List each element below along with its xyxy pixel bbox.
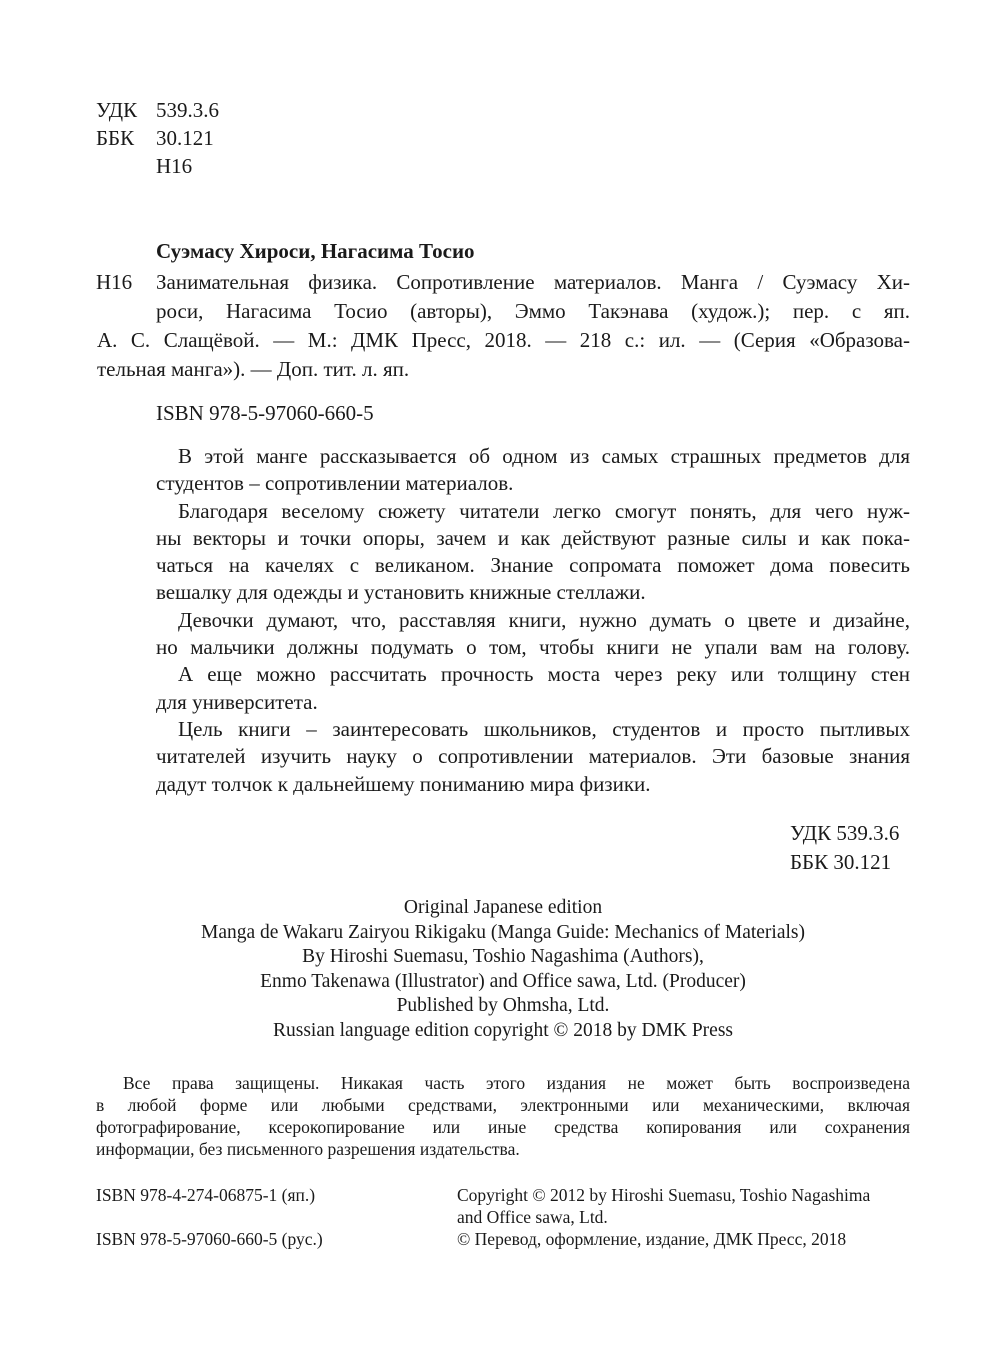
bbk-code xyxy=(96,124,214,153)
authors-heading: Суэмасу Хироси, Нагасима Тосио xyxy=(156,239,475,263)
isbn-jp: ISBN 978-4-274-06875-1 (яп.) xyxy=(96,1185,316,1205)
bbk-value: 30.121 xyxy=(156,126,214,150)
udk-right: УДК 539.3.6 xyxy=(790,821,900,845)
copyright-block xyxy=(457,1184,910,1250)
index-code: Н16 xyxy=(96,270,133,294)
translation-copyright: © Перевод, оформление, издание, ДМК Пресс, 2018 xyxy=(457,1229,847,1249)
abstract-line: Девочки думают, что, расставляя книги, нужно думать о цвете и дизайне, xyxy=(178,607,910,632)
abstract-line: но мальчики должны подумать о том, чтобы книги не упали вам на голову. xyxy=(156,635,910,660)
bib-line: Занимательная физика. Сопротивление материалов. Манга / Суэмасу Хи- xyxy=(156,270,910,294)
bib-line: А. С. Слащёвой. — М.: ДМК Пресс, 2018. — 218 с.: ил. — (Серия «Образова- xyxy=(97,328,910,352)
abstract-line: А еще можно рассчитать прочность моста через реку или толщину стен xyxy=(178,662,910,687)
copyright-line: Copyright © 2012 by Hiroshi Suemasu, Toshio Nagashima xyxy=(457,1185,871,1205)
abstract-line: вешалку для одежды и установить книжные стеллажи. xyxy=(156,580,646,605)
author-mark xyxy=(96,152,192,181)
udk-label: УДК xyxy=(96,98,138,122)
abstract-line: Цель книги – заинтересовать школьников, студентов и просто пытливых xyxy=(178,716,910,741)
original-edition-line: Enmo Takenawa (Illustrator) and Office sawa, Ltd. (Producer) xyxy=(260,970,746,992)
udk-code xyxy=(96,96,219,125)
rights-line: Все права защищены. Никакая часть этого издания не может быть воспроизведена xyxy=(123,1073,910,1093)
abstract-line: для университета. xyxy=(156,689,318,714)
isbn-ru: ISBN 978-5-97060-660-5 (рус.) xyxy=(96,1229,323,1249)
bib-line: тельная манга»). — Доп. тит. л. яп. xyxy=(97,357,410,381)
author-mark-value: Н16 xyxy=(156,154,193,178)
original-edition-line: Published by Ohmsha, Ltd. xyxy=(396,995,610,1017)
original-edition xyxy=(96,896,910,1044)
isbn-main: ISBN 978-5-97060-660-5 xyxy=(156,401,374,425)
rights-line: в любой форме или любыми средствами, электронными или механическими, включая xyxy=(96,1095,910,1115)
original-edition-line: Original Japanese edition xyxy=(403,897,603,918)
abstract-line: В этой манге рассказывается об одном из самых страшных предметов для xyxy=(178,444,910,468)
copyright-line: and Office sawa, Ltd. xyxy=(457,1207,608,1227)
abstract-line: читателей изучить науку о сопротивлении материалов. Эти базовые знания xyxy=(156,744,910,769)
original-edition-line: By Hiroshi Suemasu, Toshio Nagashima (Authors), xyxy=(302,946,704,968)
bbk-label: ББК xyxy=(96,126,135,150)
abstract-line: Благодаря веселому сюжету читатели легко смогут понять, для чего нуж- xyxy=(178,498,910,523)
original-edition-line: Russian language edition copyright © 2018 by DMK Press xyxy=(272,1019,734,1041)
rights-line: фотографирование, ксерокопирование или иные средства копирования или сохранения xyxy=(96,1117,910,1137)
abstract-line: студентов – сопротивлении материалов. xyxy=(156,471,514,496)
abstract-line: дадут толчок к дальнейшему пониманию мира физики. xyxy=(156,771,651,796)
abstract xyxy=(156,443,910,798)
rights-line: информации, без письменного разрешения издательства. xyxy=(96,1139,520,1159)
rights-notice xyxy=(96,1072,910,1160)
original-edition-line: Manga de Wakaru Zairyou Rikigaku (Manga Guide: Mechanics of Materials) xyxy=(200,921,805,943)
bbk-right: ББК 30.121 xyxy=(790,850,892,874)
abstract-line: чаться на качелях с великаном. Знание сопромата поможет дома повесить xyxy=(156,553,910,578)
abstract-line: ны векторы и точки опоры, зачем и как действуют разные силы и как пока- xyxy=(156,525,910,550)
udk-value: 539.3.6 xyxy=(156,98,219,122)
bib-line: роси, Нагасима Тосио (авторы), Эммо Такэнава (худож.); пер. с яп. xyxy=(156,299,910,323)
